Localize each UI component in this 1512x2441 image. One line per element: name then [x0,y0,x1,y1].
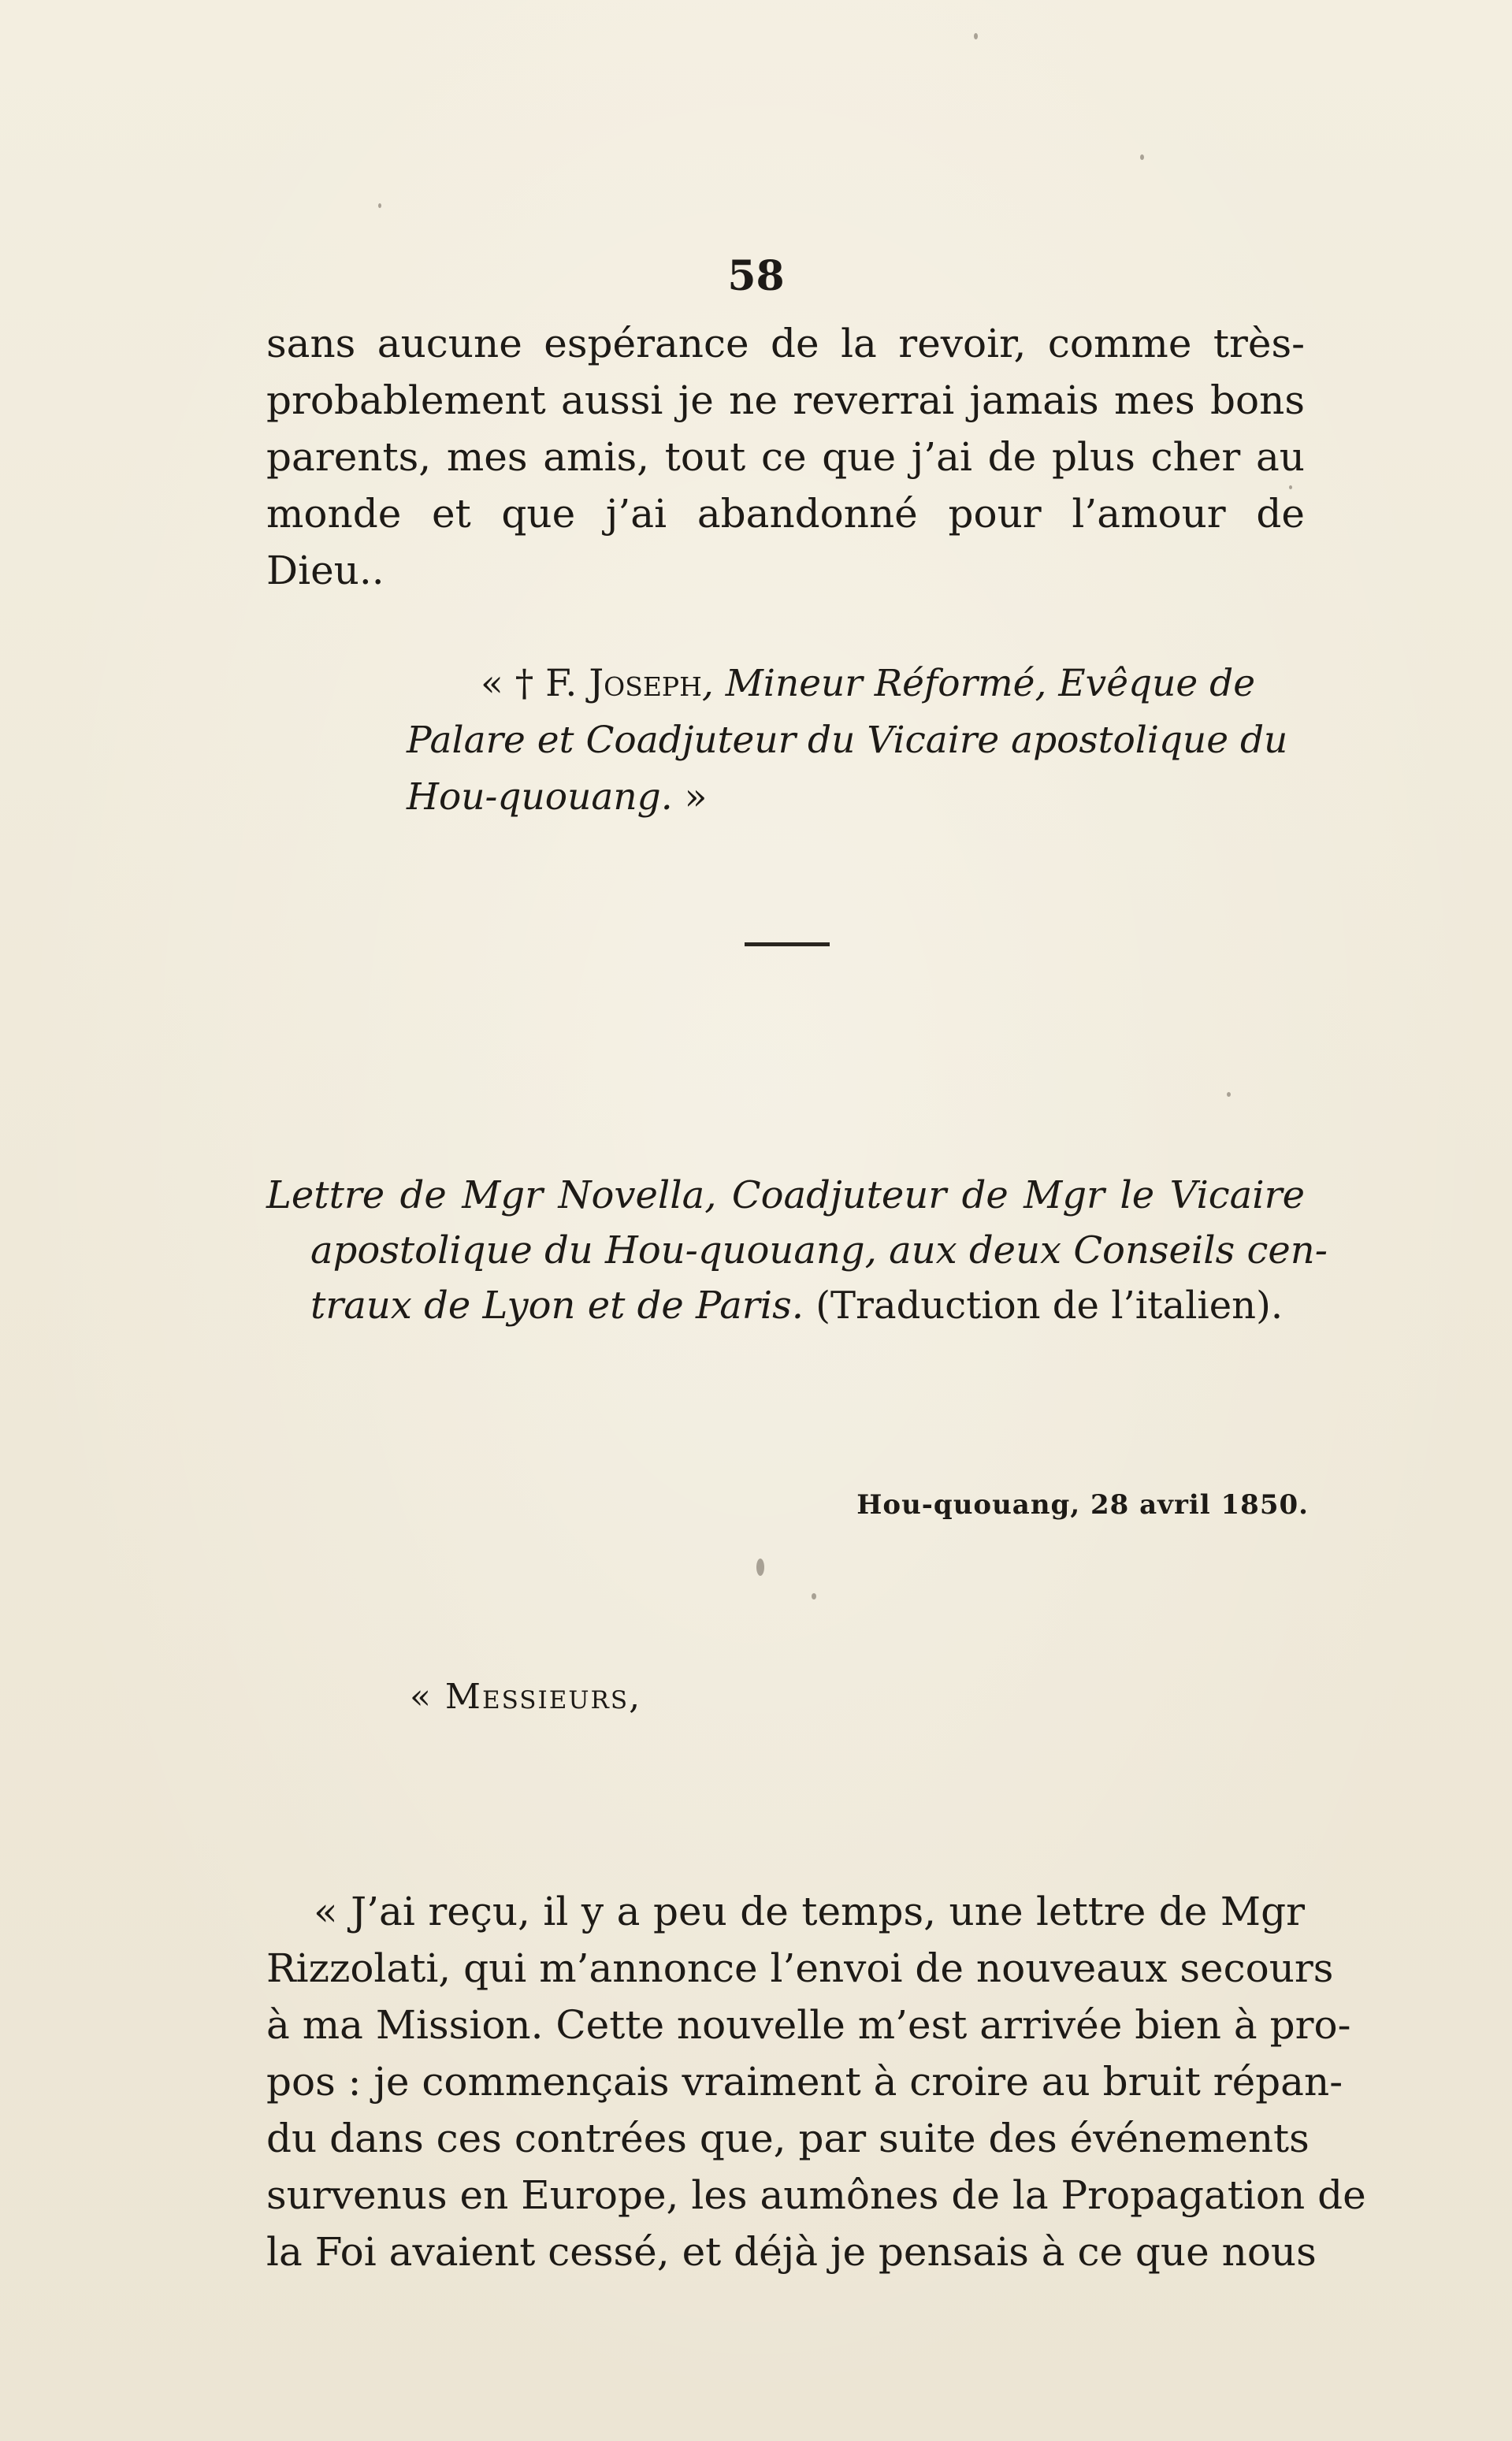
salutation-word: Messieurs [444,1677,630,1717]
signature-open: « † F. [481,662,578,705]
text-line: probablement aussi je ne reverrai jamais mes bons [266,377,1305,423]
signature-place: Hou-quouang. [407,775,673,819]
signature-line: Palare et Coadjuteur du Vicaire apostolique du [407,719,1288,762]
text-line: Rizzolati, qui m’annonce l’envoi de nouveaux secours [266,1945,1334,1991]
signature-titles: , Mineur Réformé, Evêque de [701,662,1256,705]
paper-speck [378,203,381,208]
signature-name: Joseph [589,662,702,705]
letter-body [266,1883,1366,2280]
section-divider [745,942,830,946]
text-line: survenus en Europe, les aumônes de la Propagation de [266,2172,1366,2218]
text-line: parents, mes amis, tout ce que j’ai de plus cher au [266,434,1305,480]
signature-line [266,656,1305,712]
heading-line: apostolique du Hou-quouang, aux deux Conseils cen- [310,1228,1328,1273]
text-line: « J’ai reçu, il y a peu de temps, une lettre de Mgr [314,1889,1305,1934]
paper-speck [1227,1092,1231,1097]
closing-paragraph [266,315,1305,599]
heading-italic-part: traux de Lyon et de Paris. [310,1284,804,1328]
salutation [410,1677,641,1717]
signature-block [266,656,1305,826]
heading-line [266,1278,1305,1333]
page-number: 58 [727,252,785,300]
text-line: pos : je commençais vraiment à croire au bruit répan- [266,2059,1343,2105]
heading-translation-note: (Traduction de l’italien). [815,1284,1284,1328]
letter-heading [266,1168,1328,1333]
signature-close: » [684,775,708,819]
paper-speck [812,1593,816,1599]
salutation-punct: , [629,1677,642,1717]
salutation-quote: « [410,1677,445,1717]
paper-speck [1140,154,1144,160]
signature-line [266,769,1305,826]
heading-line: Lettre de Mgr Novella, Coadjuteur de Mgr le Vicaire [266,1173,1305,1217]
text-line: du dans ces contrées que, par suite des événements [266,2116,1310,2161]
place-date: Hou-quouang, 28 avril 1850. [856,1489,1309,1521]
text-line: la Foi avaient cessé, et déjà je pensais à ce que nous [266,2229,1317,2275]
text-line: monde et que j’ai abandonné pour l’amour de [266,491,1305,537]
text-line: à ma Mission. Cette nouvelle m’est arrivée bien à pro- [266,2002,1351,2048]
text-line: Dieu.. [266,548,385,593]
paper-speck [1289,485,1292,489]
paper-speck [974,33,978,39]
text-line: sans aucune espérance de la revoir, comme très- [266,321,1305,366]
paper-speck [756,1559,764,1576]
